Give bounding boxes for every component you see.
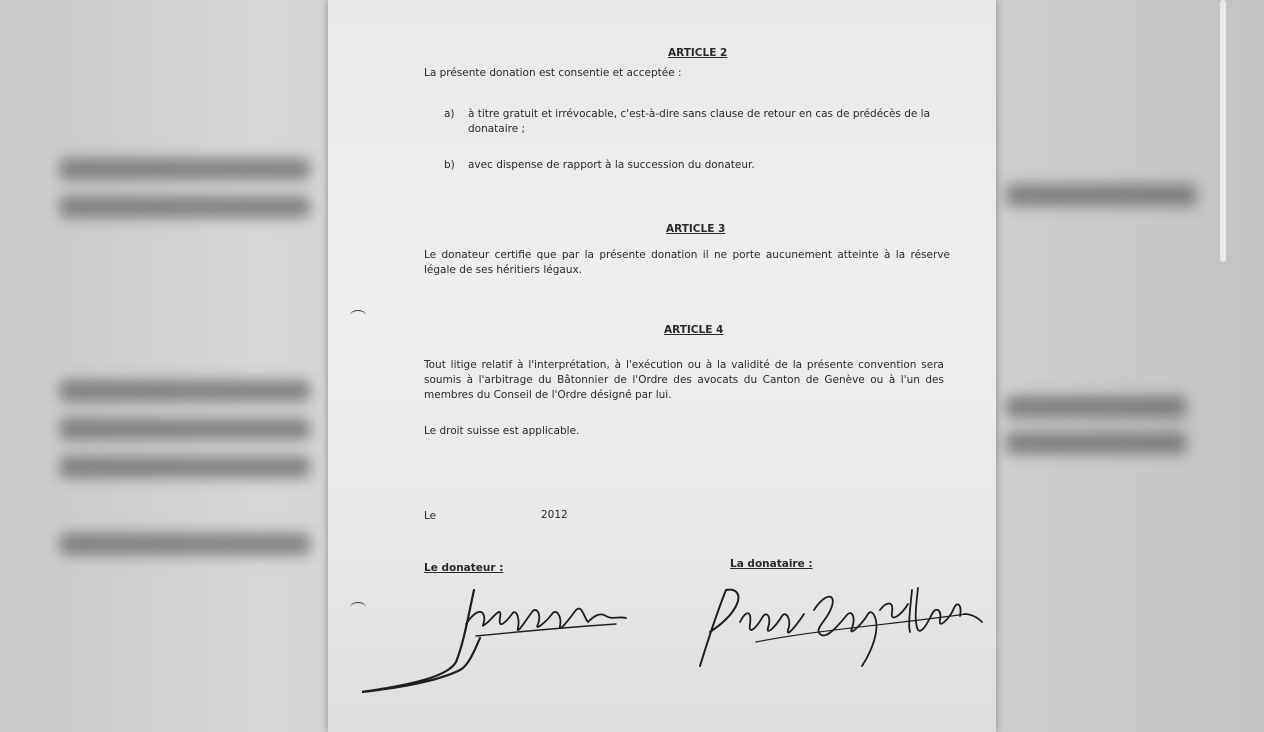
item-marker: b)	[444, 159, 455, 171]
article-4-text: Tout litige relatif à l'interprétation, à l'exécution ou à la validité de la présente convention sera soumis à l'arbitrage du Bâtonnier de l'Ordre des avocats du Canton de Genève ou à l'un des membres du Conseil de l'Ordre désigné par lui.	[424, 359, 944, 401]
article-2-item-a	[444, 107, 954, 137]
donee-signature	[696, 570, 986, 680]
punch-hole-mark	[350, 310, 366, 321]
scrollbar[interactable]	[1220, 0, 1226, 262]
article-3-text: Le donateur certifie que par la présente donation il ne porte aucunement atteinte à la réserve légale de ses héritiers légaux.	[424, 249, 950, 276]
donor-signature	[356, 572, 656, 702]
article-2-intro: La présente donation est consentie et acceptée :	[424, 67, 682, 79]
applicable-law: Le droit suisse est applicable.	[424, 425, 580, 437]
document-page	[328, 0, 996, 732]
donee-label: La donataire :	[730, 558, 813, 570]
article-2-heading: ARTICLE 2	[668, 47, 728, 59]
item-marker: a)	[444, 108, 455, 120]
article-4-heading: ARTICLE 4	[664, 324, 724, 336]
donor-label: Le donateur :	[424, 562, 504, 574]
date-year: 2012	[541, 509, 568, 521]
article-3-heading: ARTICLE 3	[666, 223, 726, 235]
article-2-item-b	[444, 158, 954, 173]
item-text: avec dispense de rapport à la succession du donateur.	[468, 159, 755, 171]
date-prefix: Le	[424, 510, 437, 522]
item-text: à titre gratuit et irrévocable, c'est-à-dire sans clause de retour en cas de prédécès de la donataire ;	[468, 108, 931, 135]
blurred-background-left	[0, 0, 330, 732]
